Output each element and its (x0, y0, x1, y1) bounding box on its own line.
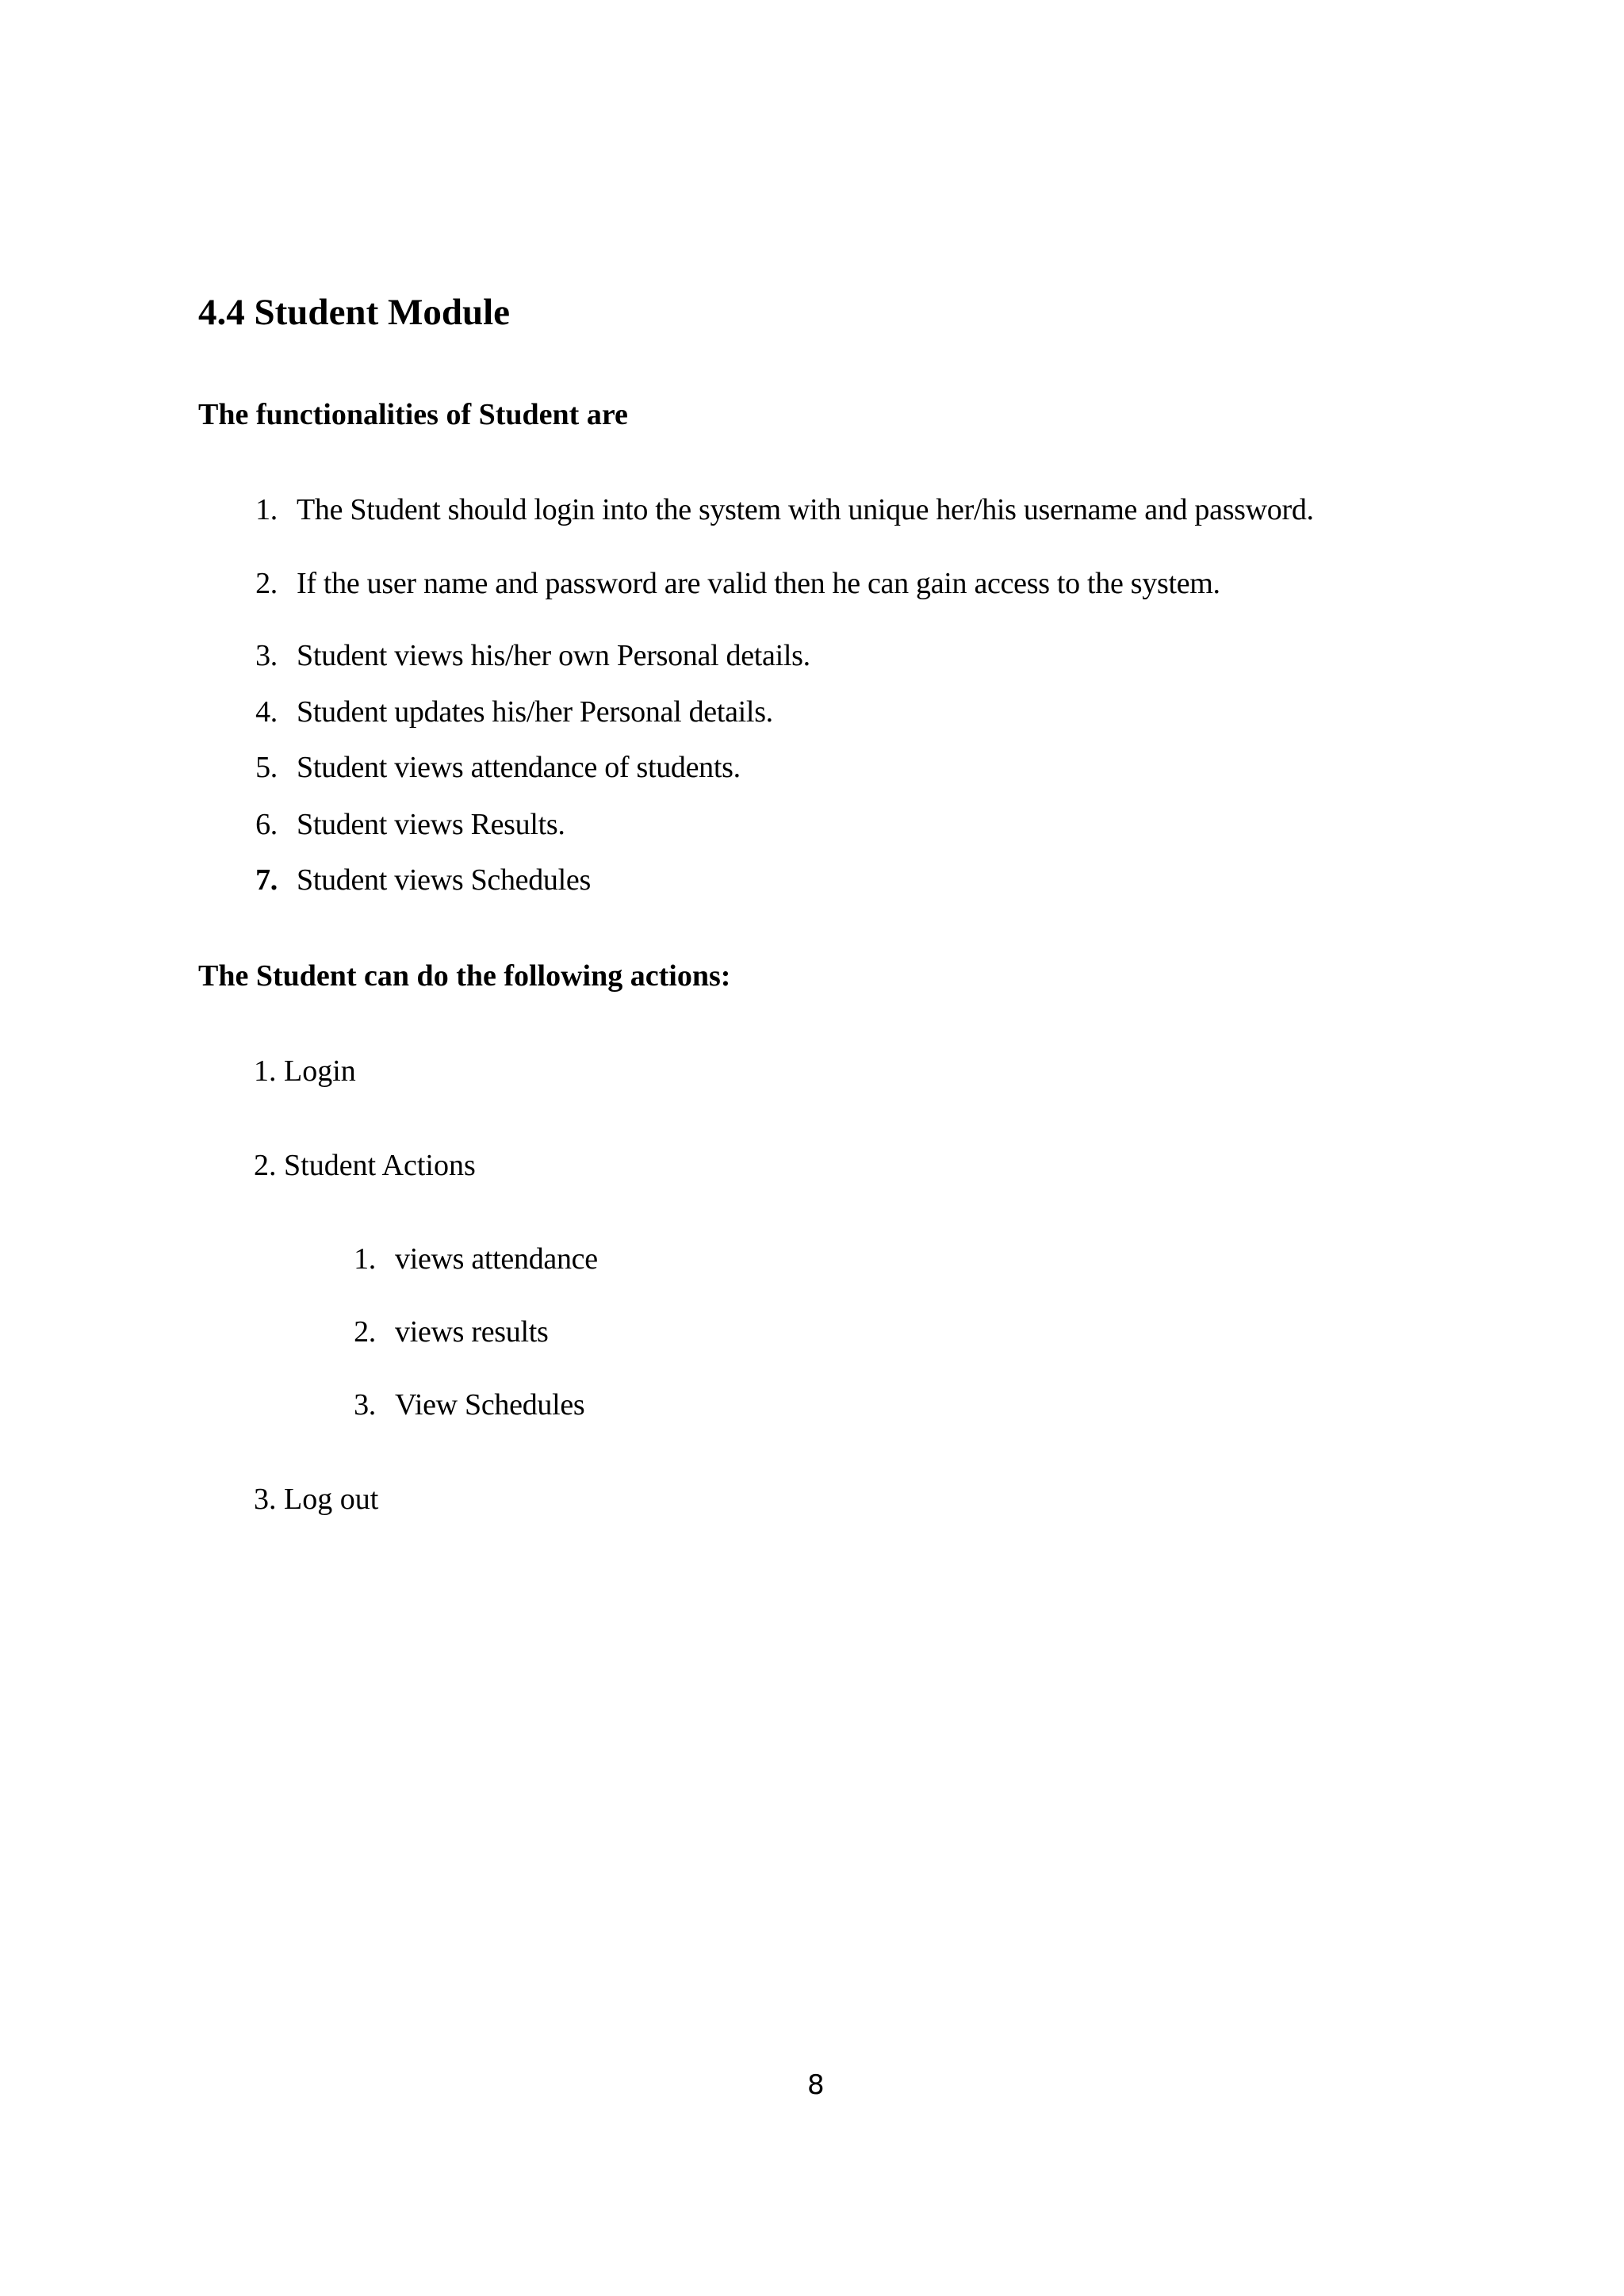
action-item-login: 1. Login (254, 1054, 356, 1088)
action-item-student-actions: 2. Student Actions (254, 1149, 476, 1182)
list-number: 1. (255, 493, 278, 526)
action-item-log-out: 3. Log out (254, 1483, 379, 1516)
list-text: Student views Results. (297, 808, 565, 841)
list-text: views attendance (395, 1242, 598, 1276)
list-number: 7. (255, 863, 278, 897)
list-text: views results (395, 1315, 549, 1349)
list-number: 3. (354, 1388, 376, 1422)
list-text: View Schedules (395, 1388, 585, 1422)
list-number: 5. (255, 751, 278, 784)
list-number: 6. (255, 808, 278, 841)
actions-heading: The Student can do the following actions: (198, 959, 731, 993)
section-title: 4.4 Student Module (198, 292, 511, 333)
functionalities-heading: The functionalities of Student are (198, 398, 628, 431)
list-text: Student views his/her own Personal details. (297, 639, 810, 672)
list-number: 2. (354, 1315, 376, 1349)
list-text: If the user name and password are valid then he can gain access to the system. (297, 567, 1220, 600)
list-number: 2. (255, 567, 278, 600)
list-number: 3. (255, 639, 278, 672)
list-number: 4. (255, 695, 278, 729)
page-number: 8 (807, 2069, 825, 2101)
list-number: 1. (354, 1242, 376, 1276)
list-text: The Student should login into the system with unique her/his username and password. (297, 493, 1314, 526)
list-text: Student views attendance of students. (297, 751, 741, 784)
list-text: Student updates his/her Personal details. (297, 695, 773, 729)
list-text: Student views Schedules (297, 863, 591, 897)
